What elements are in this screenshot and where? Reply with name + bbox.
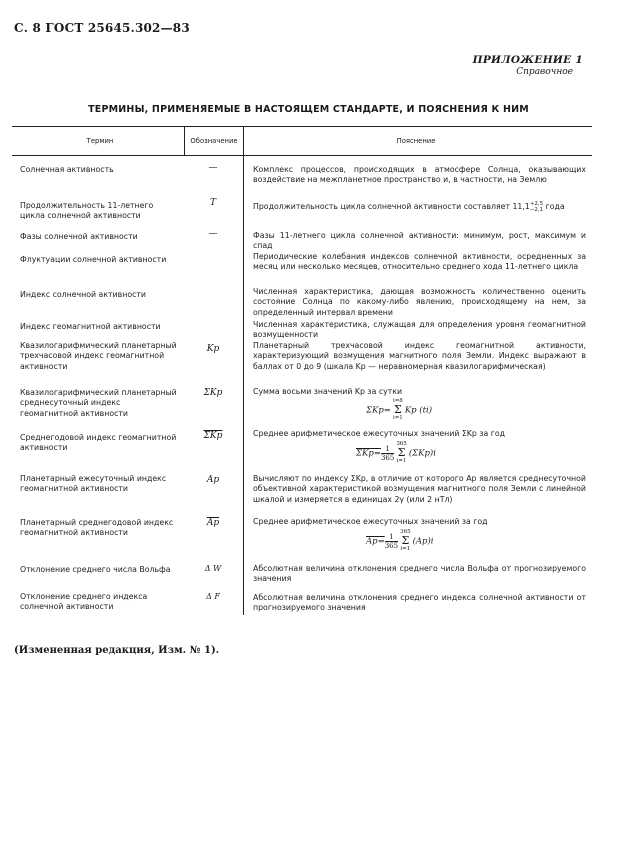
symbol-cell: $\overline{Ap}$ (206, 518, 220, 528)
explanation-cell: Вычисляют по индексу ΣKp, в отличие от которого Ap является среднесуточной объективной характеристикой возмущения магнитного поля Земли с линейной шкалой и измеряется в единицах 2γ (или 2 нТл) (253, 474, 586, 504)
term-cell: Среднегодовой индекс геомагнитной активности (20, 433, 177, 453)
symbol-cell: T (209, 198, 216, 208)
explanation-cell: Численная характеристика, дающая возможность количественно оценить состояние Солнца по какому-либо явлению, происходящему на нем, за определенный интервал времени (253, 287, 586, 317)
table-top-border (12, 126, 592, 127)
explanation-cell: Сумма восьми значений Kp за сутки (253, 387, 403, 396)
formula-daily-sum: ΣKp= i=8 Σ i=1 Kp (ti) (366, 398, 433, 421)
explanation-text: Продолжительность цикла солнечной активности составляет 11,1 (253, 202, 530, 211)
col-header-symbol: Обозначение (190, 137, 238, 145)
term-cell: Индекс солнечной активности (20, 290, 147, 299)
symbol-cell: $\overline{\Sigma Kp}$ (203, 431, 223, 441)
document-title: ТЕРМИНЫ, ПРИМЕНЯЕМЫЕ В НАСТОЯЩЕМ СТАНДАРТЕ, И ПОЯСНЕНИЯ К НИМ (88, 104, 529, 115)
term-cell: Отклонение среднего числа Вольфа (20, 565, 171, 574)
symbol-cell: Δ W (204, 564, 222, 573)
term-cell: Квазилогарифмический планетарный трехчасовой индекс геомагнитной активности (20, 341, 177, 371)
explanation-cell: Планетарный трехчасовой индекс геомагнитной активности, характеризующий возмущения магнитного поля Земли. Индекс выражают в баллах от 0 до 9 (шкала Kp — неравномерная квазилогарифмическая) (253, 341, 586, 371)
col-header-explanation: Пояснение (396, 137, 436, 145)
term-cell: Планетарный ежесуточный индекс геомагнитной активности (20, 474, 167, 494)
formula-annual-sum: ΣKp= $\frac{1}{365}$ 365 Σ i=1 (ΣKp)i (356, 441, 436, 464)
exp-sup: +2,5 (529, 201, 544, 207)
explanation-cell: Среднее арифметическое ежесуточных значений ΣKp за год (253, 429, 505, 438)
exp-sub: −2,1 (529, 207, 544, 213)
table-header-border (12, 155, 592, 156)
symbol-cell: ΣKp (203, 388, 223, 398)
appendix-subtitle: Справочное (516, 67, 573, 77)
symbol-cell: Ap (206, 475, 220, 485)
page-header: С. 8 ГОСТ 25645.302—83 (14, 21, 190, 35)
col-header-term: Термин (86, 137, 114, 145)
symbol-cell: — (208, 163, 218, 173)
symbol-cell: Δ F (206, 592, 220, 601)
explanation-cell: Комплекс процессов, происходящих в атмосфере Солнца, оказывающих воздействие на межпланетное пространство и, в частности, на Землю (253, 165, 586, 185)
explanation-cell: Фазы 11-летнего цикла солнечной активности: минимум, рост, максимум и спад (253, 231, 586, 251)
col-divider-1 (184, 126, 185, 155)
symbol-cell: Kp (206, 344, 220, 354)
term-cell: Флуктуации солнечной активности (20, 255, 167, 264)
term-cell: Солнечная активность (20, 165, 114, 174)
explanation-cell: Численная характеристика, служащая для определения уровня геомагнитной возмущенности (253, 320, 586, 340)
term-cell: Фазы солнечной активности (20, 232, 138, 241)
symbol-cell: — (208, 229, 218, 239)
revision-note: (Измененная редакция, Изм. № 1). (14, 645, 220, 656)
col-divider-2 (243, 126, 244, 615)
term-cell: Индекс геомагнитной активности (20, 322, 161, 331)
explanation-tail: года (543, 202, 565, 211)
term-cell: Отклонение среднего индекса солнечной активности (20, 592, 148, 612)
term-cell: Продолжительность 11-летнего цикла солнечной активности (20, 201, 154, 221)
formula-annual-ap: Ap= $\frac{1}{365}$ 365 Σ i=1 (Ap)i (366, 529, 434, 552)
explanation-cell: Абсолютная величина отклонения среднего числа Вольфа от прогнозируемого значения (253, 564, 586, 584)
explanation-cell: Периодические колебания индексов солнечной активности, осредненных за месяц или несколько месяцев, относительно среднего хода 11-летнего цикла (253, 252, 586, 272)
term-cell: Квазилогарифмический планетарный среднесуточный индекс геомагнитной активности (20, 388, 177, 418)
term-cell: Планетарный среднегодовой индекс геомагнитной активности (20, 518, 174, 538)
appendix-title: ПРИЛОЖЕНИЕ 1 (472, 54, 583, 66)
explanation-cell (253, 201, 586, 213)
explanation-cell: Абсолютная величина отклонения среднего индекса солнечной активности от прогнозируемого значения (253, 593, 586, 613)
explanation-cell: Среднее арифметическое ежесуточных значений за год (253, 517, 488, 526)
